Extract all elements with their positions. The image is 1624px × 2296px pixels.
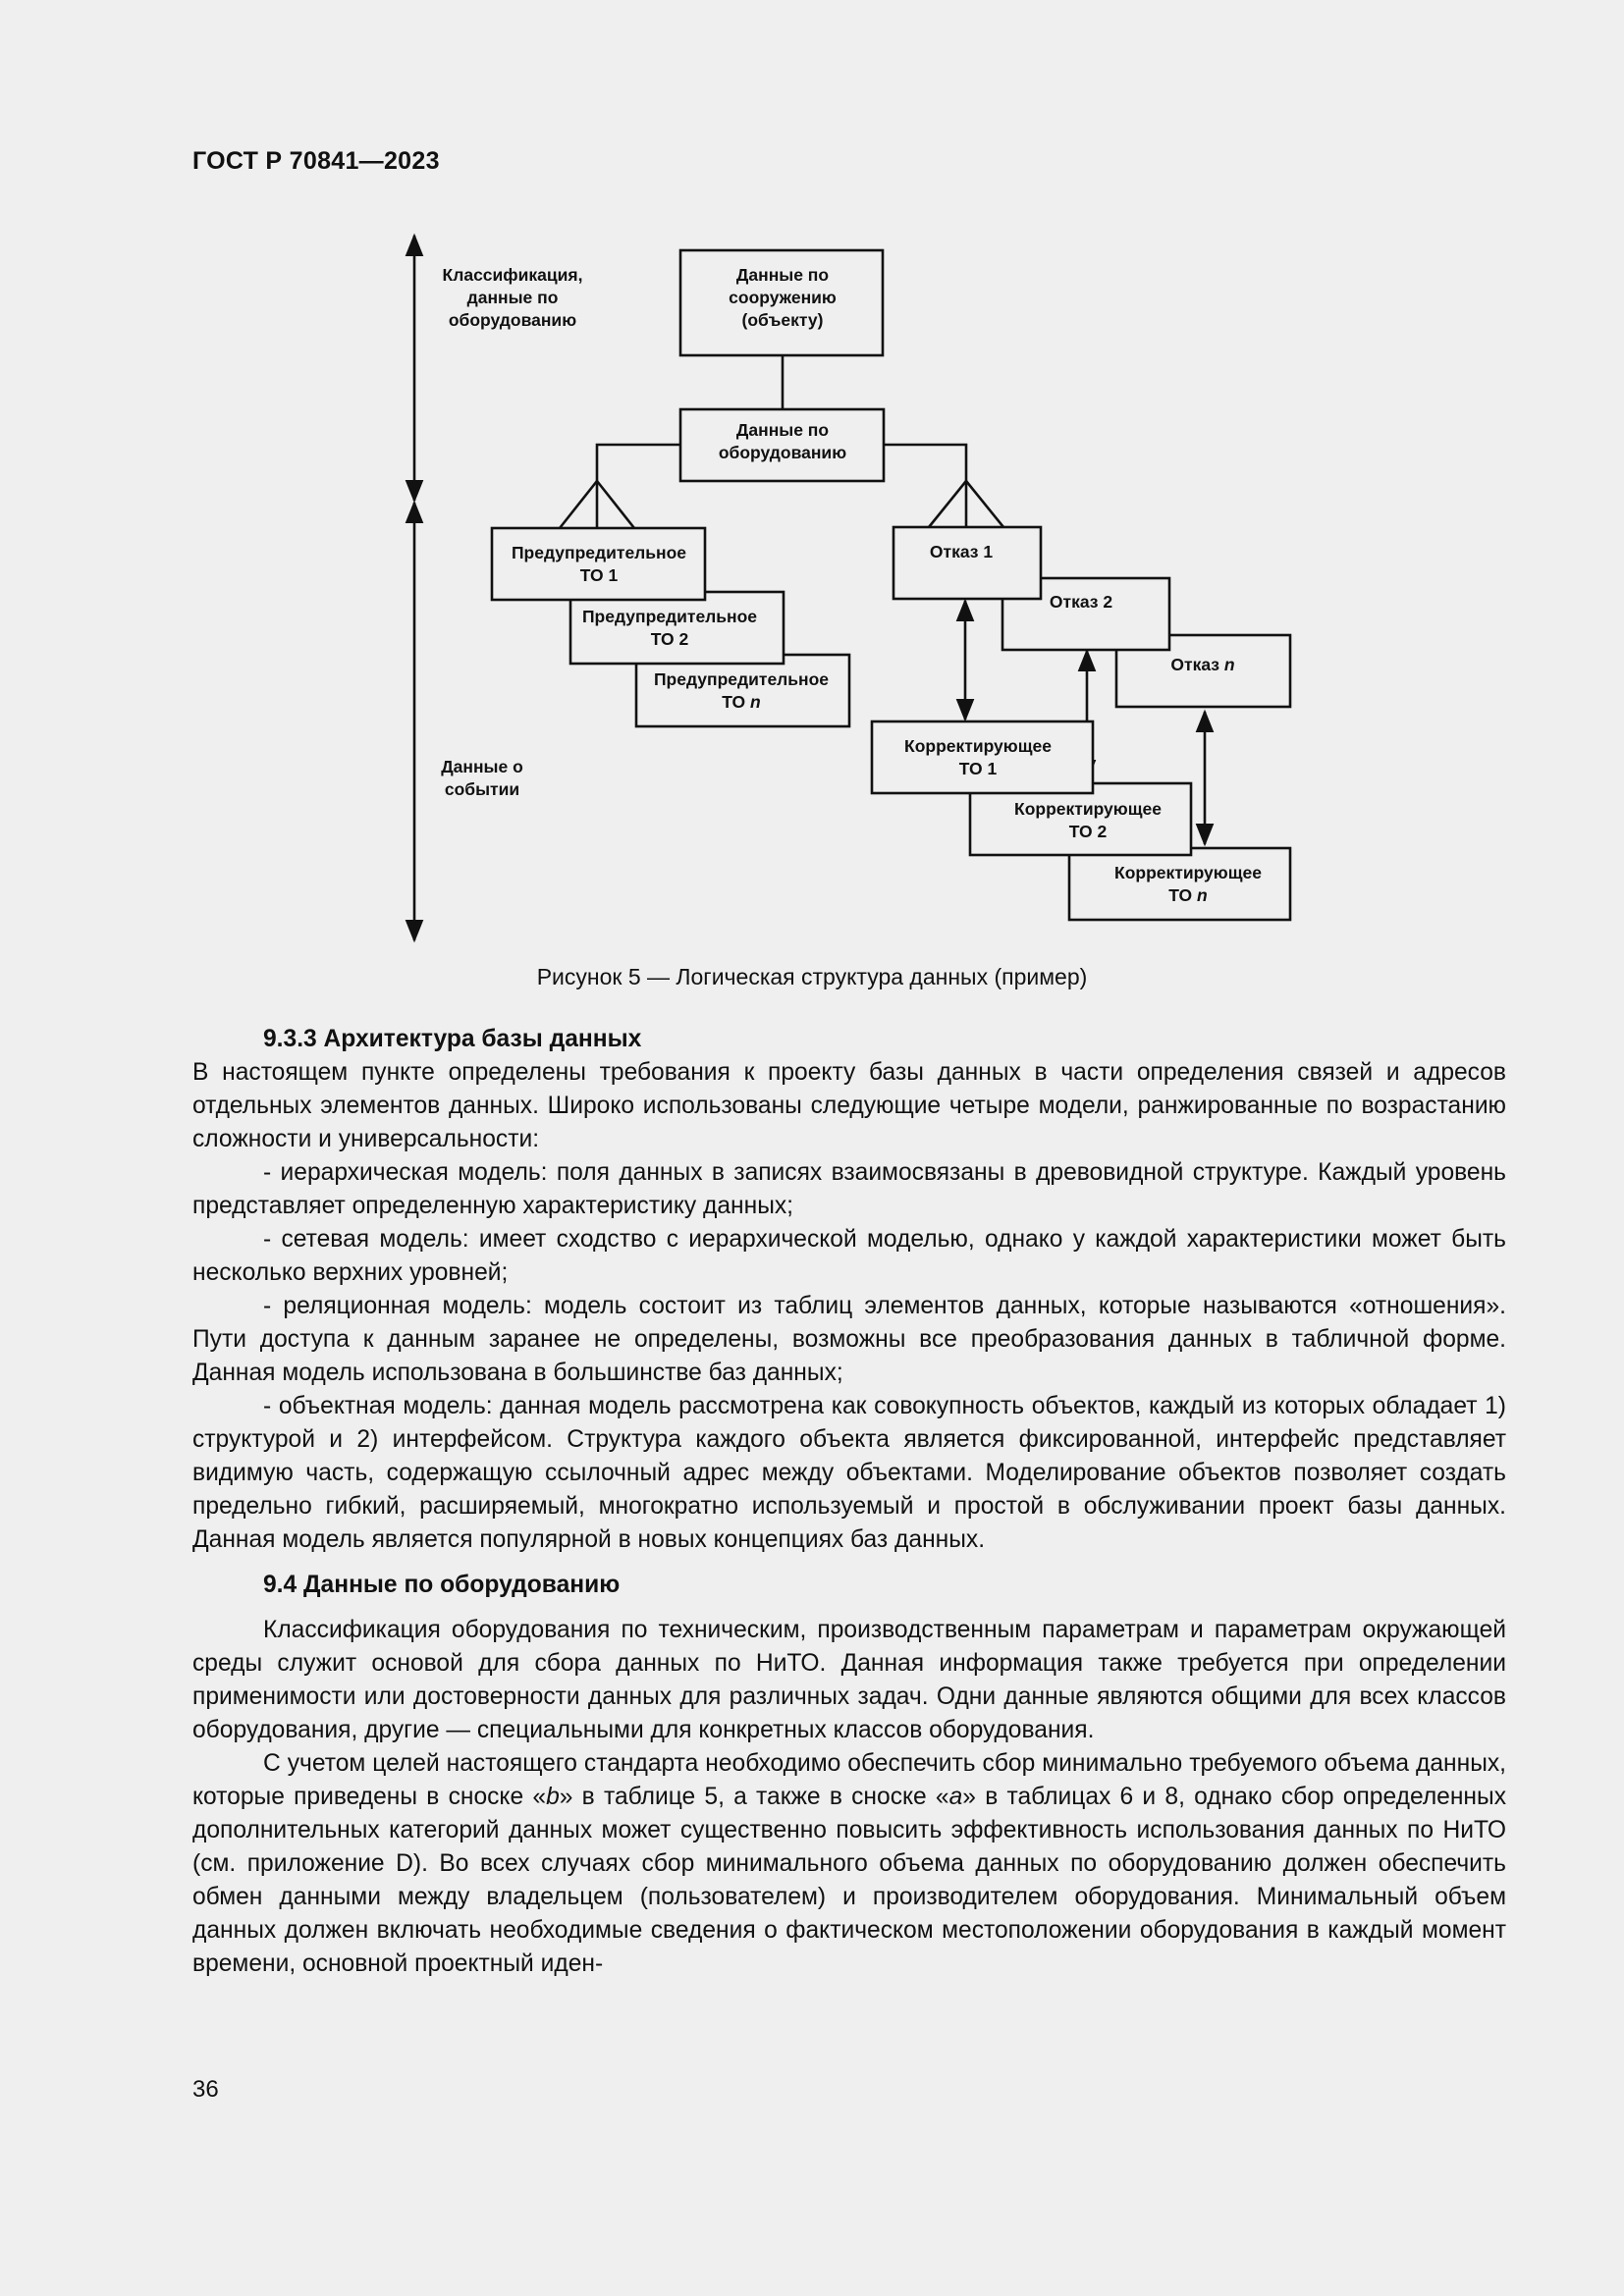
box-corrective-to-1 [872,721,1093,793]
box-failure-1-text: Отказ 1 [929,542,994,561]
list-item: - сетевая модель: имеет сходство с иерархической моделью, однако у каждой характеристики может быть несколько верхних уровней; [192,1226,1506,1286]
box-failure-1 [893,527,1041,599]
box-preventive-to-n-text: Предупредительное ТО n [653,669,830,712]
box-failure-2-text: Отказ 2 [1049,592,1113,612]
document-header: ГОСТ Р 70841—2023 [192,147,440,175]
label-event-data: Данные о событии [441,757,523,799]
section-heading: 9.3.3 Архитектура базы данных [263,1026,642,1052]
box-corrective-to-n [1069,848,1290,920]
box-preventive-to-2-text: Предупредительное ТО 2 [581,607,758,649]
box-corrective-to-2-text: Корректирующее ТО 2 [1014,799,1162,841]
page-number: 36 [192,2076,219,2103]
box-object-data-text: Данные по сооружению (объекту) [729,265,837,330]
label-classification: Классификация, данные по оборудованию [442,265,583,330]
paragraph: В настоящем пункте определены требования к проекту базы данных в части определения связей и адресов отдельных элементов данных. Широко использованы следующие четыре модели, ранжированные по возрастанию сложности и универсальности: [192,1059,1506,1152]
box-corrective-to-n-text: Корректирующее ТО n [1114,863,1262,905]
paragraph: С учетом целей настоящего стандарта необходимо обеспечить сбор минимально требуемого объема данных, которые приведены в сноске «b» в таблице 5, а также в сноске «a» в таблицах 6 и 8, однако сбор определенных дополнительных категорий данных может существенно повысить эффективность использования данных по НиТО (см. приложение D). Во всех случаях сбор минимального объема данных по оборудованию должен обеспечить обмен данными между владельцем (пользователем) и производителем оборудования. Минимальный объем данных должен включать необходимые сведения о фактическом местоположении оборудования в каждый момент времени, основной проектный иден- [192,1750,1506,1977]
box-preventive-to-2 [570,592,784,664]
section-heading: 9.4 Данные по оборудованию [263,1572,621,1598]
box-preventive-to-n [636,655,849,726]
figure-caption: Рисунок 5 — Логическая структура данных (пример) [536,964,1088,989]
list-item: - реляционная модель: модель состоит из таблиц элементов данных, которые называются «отношения». Пути доступа к данным заранее не определены, возможны все преобразования данных в табличной форме. Данная модель использована в большинстве баз данных; [192,1293,1506,1386]
paragraph: Классификация оборудования по техническим, производственным параметрам и параметрам окружающей среды служит основой для сбора данных по НиТО. Данная информация также требуется при определении применимости или достоверности данных для различных задач. Одни данные являются общими для всех классов оборудования, другие — специальными для конкретных классов оборудования. [192,1617,1506,1743]
box-preventive-to-1-text: Предупредительное ТО 1 [511,543,687,585]
list-item: - объектная модель: данная модель рассмотрена как совокупность объектов, каждый из которых обладает 1) структурой и 2) интерфейсом. Структура каждого объекта является фиксированной, интерфейс представляет видимую часть, содержащую ссылочный адрес между объектами. Моделирование объектов позволяет создать предельно гибкий, расширяемый, многократно используемый и простой в обслуживании проект базы данных. Данная модель является популярной в новых концепциях баз данных. [192,1393,1506,1553]
logical-data-structure-diagram [0,0,1624,982]
list-item: - иерархическая модель: поля данных в записях взаимосвязаны в древовидной структуре. Каждый уровень представляет определенную характеристику данных; [192,1159,1506,1219]
box-corrective-to-1-text: Корректирующее ТО 1 [904,736,1052,778]
section-9-3-3 [192,1023,1506,1981]
box-failure-n-text: Отказ n [1170,655,1235,674]
box-equipment-data-text: Данные по оборудованию [718,420,847,462]
box-preventive-to-1 [492,528,705,600]
